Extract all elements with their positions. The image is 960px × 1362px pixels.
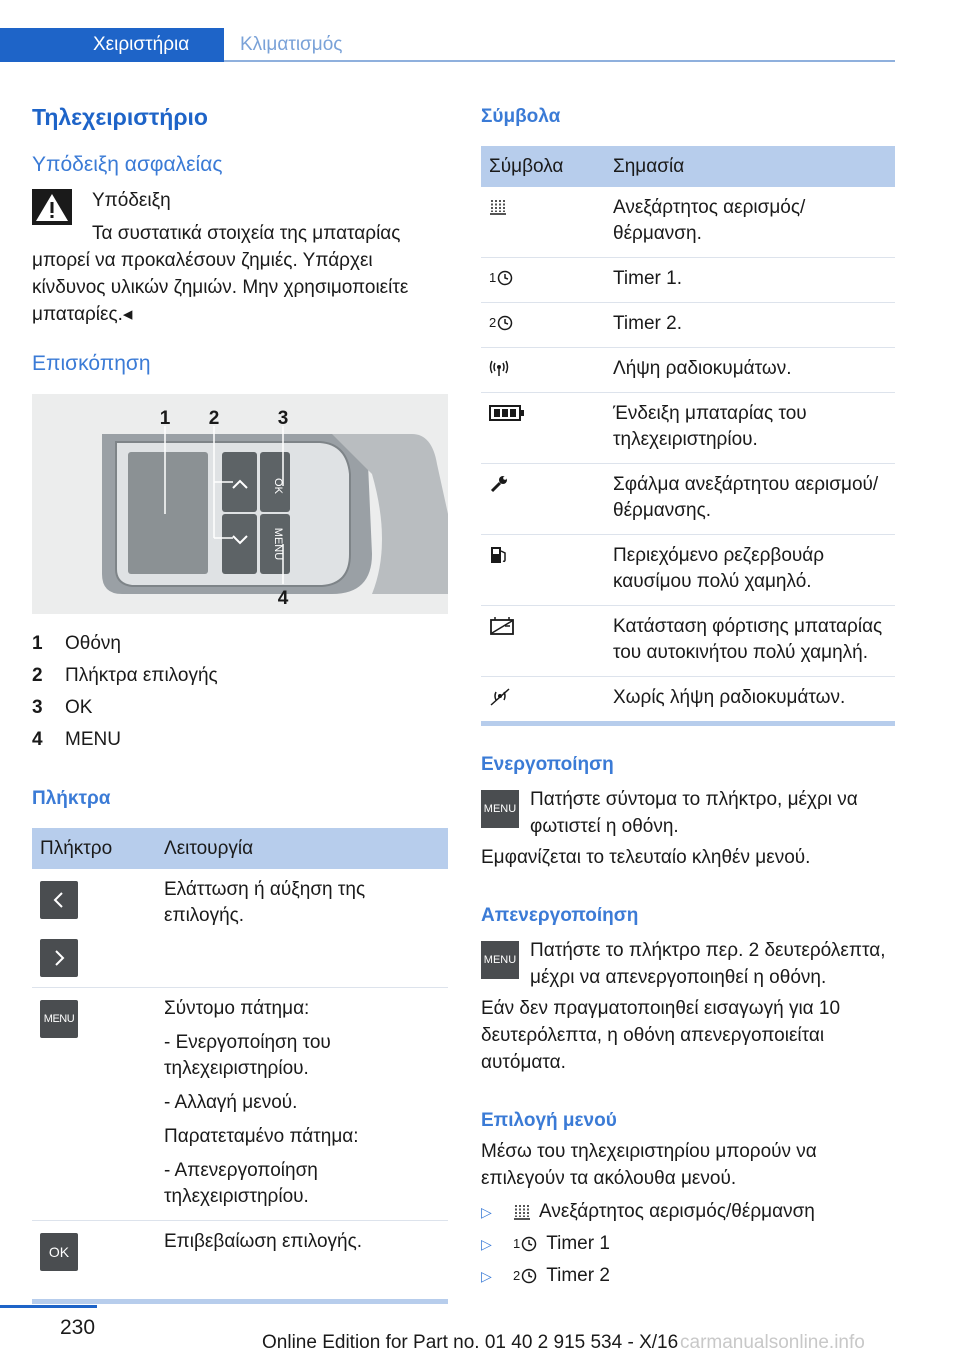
activation-text: Πατήστε σύντομα το πλήκτρο, μέχρι να φωτιστεί η οθόνη.	[530, 789, 858, 837]
table-row	[481, 535, 895, 606]
symbol-meaning: Timer 1.	[605, 258, 895, 303]
watermark: carmanualsonline.info	[680, 1332, 865, 1353]
header-rule	[224, 60, 895, 62]
edition-info: Online Edition for Part no. 01 40 2 915 534 - X/16	[262, 1332, 679, 1353]
battery-icon	[489, 401, 533, 425]
legend-item	[32, 660, 448, 692]
menu-button-icon: MENU	[481, 790, 519, 828]
timer-number: 2	[513, 1268, 521, 1283]
deactivation-note: Εάν δεν πραγματοποιηθεί εισαγωγή για 10 δευτερόλεπτα, η οθόνη απενεργοποιείται αυτόματα.	[481, 998, 841, 1073]
symbol-meaning: Κατάσταση φόρτισης μπαταρίας του αυτοκινήτου πολύ χαμηλή.	[605, 606, 895, 677]
list-item-text: Timer 2	[546, 1265, 610, 1286]
figure-label-3: 3	[277, 408, 289, 429]
figure-menu-label: MENU	[272, 527, 284, 561]
menu-button-icon: MENU	[481, 941, 519, 979]
symbol-meaning: Χωρίς λήψη ραδιοκυμάτων.	[613, 687, 846, 708]
key-function-ok: Επιβεβαίωση επιλογής.	[164, 1231, 363, 1252]
timer-number: 2	[489, 315, 497, 330]
radio-reception-icon	[489, 356, 533, 380]
overview-heading: Επισκόπηση	[32, 352, 151, 375]
deactivation-heading: Απενεργοποίηση	[481, 905, 639, 926]
keys-heading: Πλήκτρα	[32, 788, 111, 809]
legend-text: Οθόνη	[65, 633, 121, 654]
table-row	[481, 393, 895, 464]
ventilation-heating-icon	[489, 195, 533, 219]
menu-button-icon: MENU	[40, 1000, 78, 1038]
chevron-right-icon	[40, 939, 78, 977]
page-header	[0, 28, 895, 62]
column-header-function: Λειτουργία	[156, 828, 448, 869]
fuel-pump-icon	[489, 543, 533, 567]
table-header-row	[481, 146, 895, 187]
table-row	[32, 988, 448, 1221]
column-header-key: Πλήκτρο	[32, 828, 156, 869]
figure-ok-label: OK	[272, 478, 284, 494]
warning-body: Τα συστατικά στοιχεία της μπαταρίας μπορεί να προκαλέσουν ζημιές. Υπάρχει κίνδυνος υλικών ζημιών. Μην χρησιμοποιείτε μπαταρίες.◂	[32, 223, 409, 325]
symbols-heading: Σύμβολα	[481, 106, 561, 127]
activation-note: Εμφανίζεται το τελευταίο κληθέν μενού.	[481, 847, 811, 868]
remote-control-figure	[32, 394, 448, 614]
triangle-bullet-icon: ▷	[481, 1236, 492, 1252]
key-function-menu	[156, 988, 448, 1221]
figure-label-1: 1	[159, 408, 171, 429]
left-column	[32, 96, 448, 1304]
wrench-icon	[489, 472, 533, 496]
menu-line: - Ενεργοποίηση του τηλεχειριστηρίου.	[164, 1032, 331, 1079]
symbol-meaning: Ένδειξη μπαταρίας του τηλεχειριστηρίου.	[605, 393, 895, 464]
timer-1-icon	[520, 1235, 538, 1253]
car-battery-low-icon	[489, 614, 533, 638]
table-header-row	[32, 828, 448, 869]
menu-line: Παρατεταμένο πάτημα:	[164, 1126, 359, 1147]
triangle-bullet-icon: ▷	[481, 1268, 492, 1284]
figure-label-2: 2	[208, 408, 220, 429]
menu-selection-intro: Μέσω του τηλεχειριστηρίου μπορούν να επιλεγούν τα ακόλουθα μενού.	[481, 1141, 817, 1189]
remote-control-illustration	[32, 394, 448, 614]
timer-1-icon	[489, 266, 533, 290]
triangle-bullet-icon: ▷	[481, 1204, 492, 1220]
legend-number: 4	[32, 729, 43, 750]
table-row	[481, 677, 895, 722]
column-header-symbols: Σύμβολα	[481, 146, 605, 187]
menu-list	[481, 1196, 895, 1292]
keys-table	[32, 828, 448, 1281]
menu-line: - Απενεργοποίηση τηλεχειριστηρίου.	[164, 1160, 318, 1207]
menu-selection-heading: Επιλογή μενού	[481, 1110, 617, 1131]
section-tab-controls[interactable]: Χειριστήρια	[0, 28, 224, 62]
legend-text: Πλήκτρα επιλογής	[65, 665, 218, 686]
list-item	[481, 1228, 895, 1260]
page-title: Τηλεχειριστήριο	[32, 104, 208, 130]
table-row	[481, 464, 895, 535]
menu-line: Σύντομο πάτημα:	[164, 998, 310, 1019]
table-row	[481, 606, 895, 677]
timer-2-icon	[489, 311, 533, 335]
legend-text: MENU	[65, 729, 121, 750]
safety-heading: Υπόδειξη ασφαλείας	[32, 153, 223, 176]
column-header-meaning: Σημασία	[605, 146, 895, 187]
safety-warning	[32, 187, 448, 328]
timer-number: 1	[489, 270, 497, 285]
legend-number: 3	[32, 697, 43, 718]
activation-heading: Ενεργοποίηση	[481, 754, 614, 775]
list-item-text: Timer 1	[546, 1233, 610, 1254]
deactivation-text: Πατήστε το πλήκτρο περ. 2 δευτερόλεπτα, μέχρι να απενεργοποιηθεί η οθόνη.	[530, 940, 886, 988]
activation-instruction	[481, 786, 895, 840]
no-radio-reception-icon	[489, 685, 533, 709]
symbol-meaning: Timer 2.	[605, 303, 895, 348]
footer-rule	[0, 1305, 97, 1308]
table-row	[481, 303, 895, 348]
section-tab-climate[interactable]: Κλιματισμός	[240, 34, 343, 55]
legend-number: 2	[32, 665, 43, 686]
figure-legend	[32, 628, 448, 756]
list-item	[481, 1260, 895, 1292]
warning-title: Υπόδειξη	[92, 190, 171, 211]
figure-label-4: 4	[277, 588, 289, 609]
legend-text: OK	[65, 697, 93, 718]
deactivation-instruction	[481, 937, 895, 991]
legend-item	[32, 628, 448, 660]
table-row	[481, 187, 895, 258]
timer-2-icon	[520, 1267, 538, 1285]
ok-button-icon: OK	[40, 1233, 78, 1271]
legend-number: 1	[32, 633, 43, 654]
chevron-left-icon	[40, 881, 78, 919]
legend-item	[32, 692, 448, 724]
warning-icon	[32, 189, 72, 225]
table-row	[481, 348, 895, 393]
list-item	[481, 1196, 895, 1228]
table-row	[32, 869, 448, 988]
symbol-meaning: Σφάλμα ανεξάρτητου αερισμού/θέρμανσης.	[605, 464, 895, 535]
table-end-rule	[481, 721, 895, 726]
table-row	[32, 1221, 448, 1282]
table-row	[481, 258, 895, 303]
key-function-select: Ελάττωση ή αύξηση της επιλογής.	[156, 869, 448, 988]
right-column	[481, 96, 895, 1292]
symbol-meaning: Περιεχόμενο ρεζερβουάρ καυσίμου πολύ χαμηλό.	[605, 535, 895, 606]
symbol-meaning: Ανεξάρτητος αερισμός/θέρμανση.	[605, 187, 895, 258]
page-number: 230	[60, 1316, 96, 1339]
timer-number: 1	[513, 1236, 521, 1251]
menu-line: - Αλλαγή μενού.	[164, 1092, 298, 1113]
list-item-text: Ανεξάρτητος αερισμός/θέρμανση	[539, 1201, 815, 1222]
symbol-meaning: Λήψη ραδιοκυμάτων.	[605, 348, 895, 393]
symbols-table	[481, 146, 895, 721]
legend-item	[32, 724, 448, 756]
table-end-rule	[32, 1299, 448, 1304]
ventilation-heating-icon	[513, 1203, 531, 1221]
